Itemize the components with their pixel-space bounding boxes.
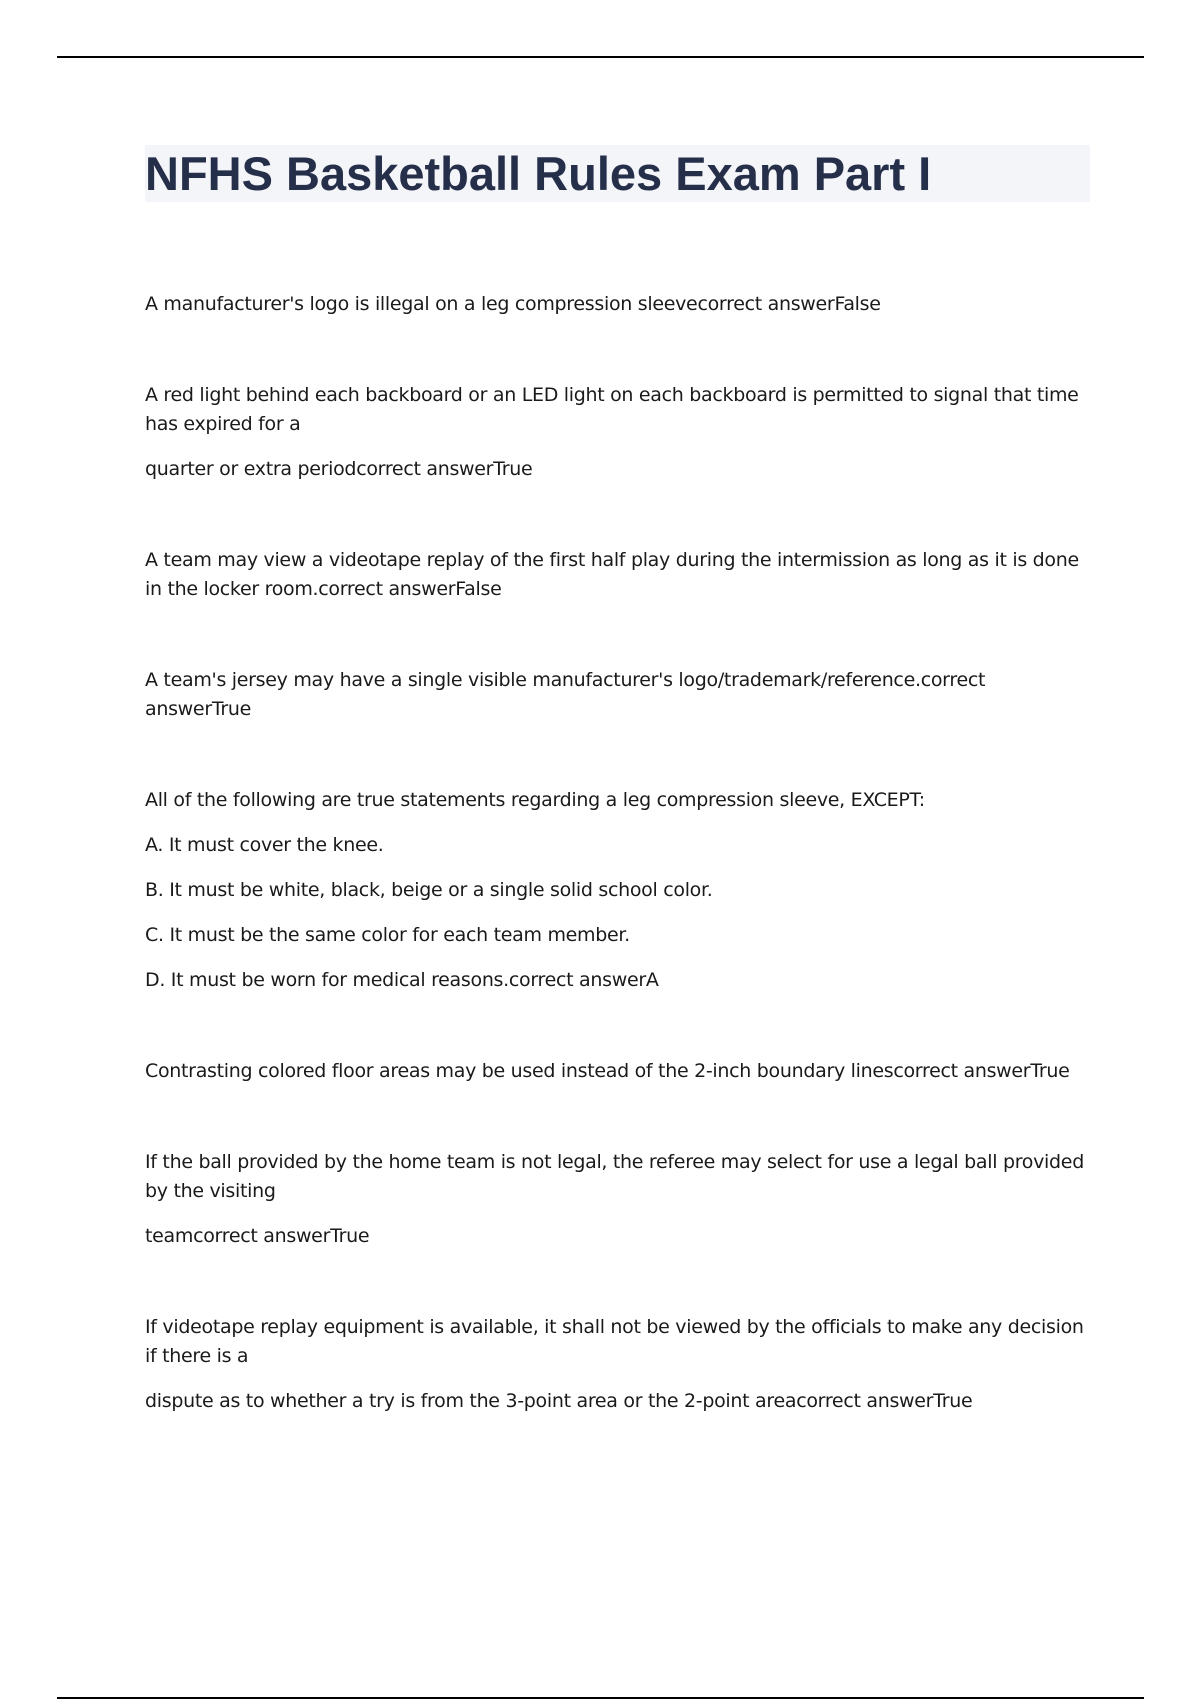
qa-text: quarter or extra periodcorrect answerTrue — [145, 458, 533, 480]
qa-text: If the ball provided by the home team is not legal, the referee may select for use a legal ball provided by the visiting — [145, 1151, 1084, 1202]
qa-text: dispute as to whether a try is from the 3-point area or the 2-point areacorrect answerTrue — [145, 1390, 973, 1412]
bottom-rule — [57, 1697, 1144, 1699]
qa-item — [145, 546, 1090, 604]
qa-option: B. It must be white, black, beige or a single solid school color. — [145, 879, 713, 901]
qa-text: A team's jersey may have a single visible manufacturer's logo/trademark/reference.correct answerTrue — [145, 669, 986, 720]
qa-item — [145, 1148, 1090, 1251]
qa-item — [145, 666, 1090, 724]
top-rule — [57, 56, 1144, 58]
qa-text: If videotape replay equipment is available, it shall not be viewed by the officials to make any decision if there is a — [145, 1316, 1084, 1367]
qa-text: teamcorrect answerTrue — [145, 1225, 370, 1247]
qa-text: Contrasting colored floor areas may be used instead of the 2-inch boundary linescorrect answerTrue — [145, 1060, 1070, 1082]
qa-item — [145, 786, 1090, 995]
qa-text: A red light behind each backboard or an LED light on each backboard is permitted to signal that time has expired for a — [145, 384, 1079, 435]
qa-item — [145, 381, 1090, 484]
qa-text: All of the following are true statements regarding a leg compression sleeve, EXCEPT: — [145, 789, 925, 811]
qa-item — [145, 1313, 1090, 1416]
qa-text: A manufacturer's logo is illegal on a leg compression sleevecorrect answerFalse — [145, 293, 881, 315]
qa-text: A team may view a videotape replay of the first half play during the intermission as long as it is done in the locker room.correct answerFalse — [145, 549, 1079, 600]
qa-option: D. It must be worn for medical reasons.correct answerA — [145, 969, 659, 991]
qa-option: C. It must be the same color for each team member. — [145, 924, 630, 946]
qa-list — [145, 290, 1090, 1478]
qa-item — [145, 290, 1090, 319]
qa-item — [145, 1057, 1090, 1086]
qa-option: A. It must cover the knee. — [145, 834, 384, 856]
document-title: NFHS Basketball Rules Exam Part I — [145, 147, 932, 200]
